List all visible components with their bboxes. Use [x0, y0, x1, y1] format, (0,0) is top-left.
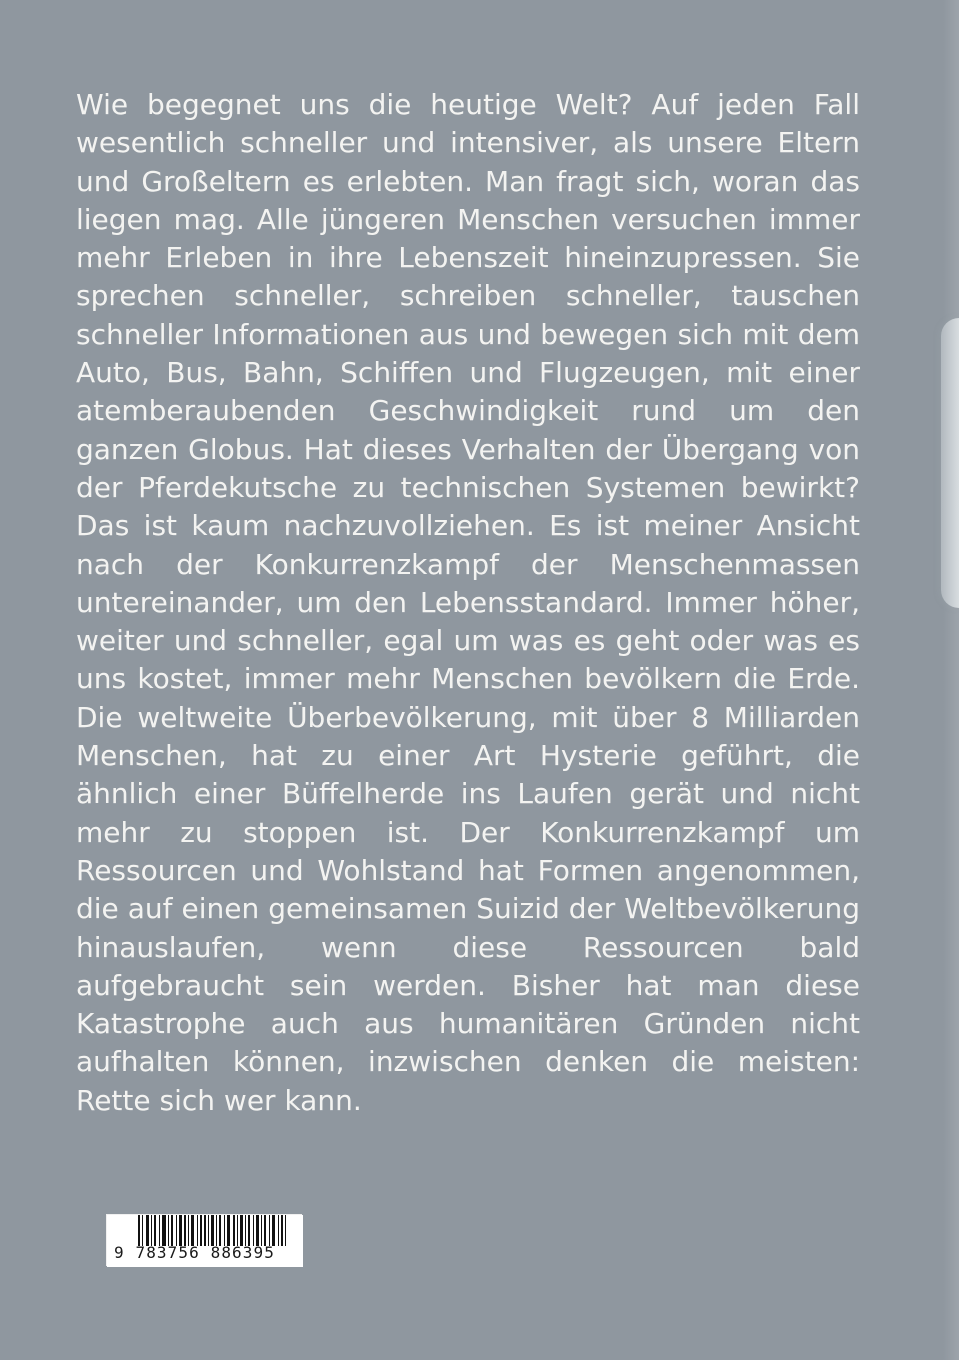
isbn-barcode — [106, 1214, 302, 1266]
cover-right-glint-graphic — [941, 318, 959, 608]
cover-right-edge-shading — [943, 0, 959, 1360]
back-cover-blurb-text: Wie begegnet uns die heutige Welt? Auf jeden Fall wesentlich schneller und intensiver, als unsere Eltern und Großeltern es erlebten. Man fragt sich, woran das liegen mag. Alle jüngeren Menschen versuchen immer mehr Erleben in ihre Lebenszeit hineinzupressen. Sie sprechen schneller, schreiben schneller, tauschen schneller Informationen aus und bewegen sich mit dem Auto, Bus, Bahn, Schiffen und Flugzeugen, mit einer atemberaubenden Geschwindigkeit rund um den ganzen Globus. Hat dieses Verhalten der Übergang von der Pferdekutsche zu technischen Systemen bewirkt? Das ist kaum nachzuvollziehen. Es ist meiner Ansicht nach der Konkurrenzkampf der Menschenmassen untereinander, um den Lebensstandard. Immer höher, weiter und schneller, egal um was es geht oder was es uns kostet, immer mehr Menschen bevölkern die Erde. Die weltweite Überbevölkerung, mit über 8 Milliarden Menschen, hat zu einer Art Hysterie geführt, die ähnlich einer Büffelherde ins Laufen gerät und nicht mehr zu stoppen ist. Der Konkurrenzkampf um Ressourcen und Wohlstand hat Formen angenommen, die auf einen gemeinsamen Suizid der Weltbevölkerung hinauslaufen, wenn diese Ressourcen bald aufgebraucht sein werden. Bisher hat man diese Katastrophe auch aus humanitären Gründen nicht aufhalten können, inzwischen denken die meisten: Rette sich wer kann. — [76, 88, 860, 1117]
isbn-barcode-number: 9 783756 886395 — [114, 1243, 275, 1262]
back-cover-blurb-block — [76, 86, 860, 1120]
